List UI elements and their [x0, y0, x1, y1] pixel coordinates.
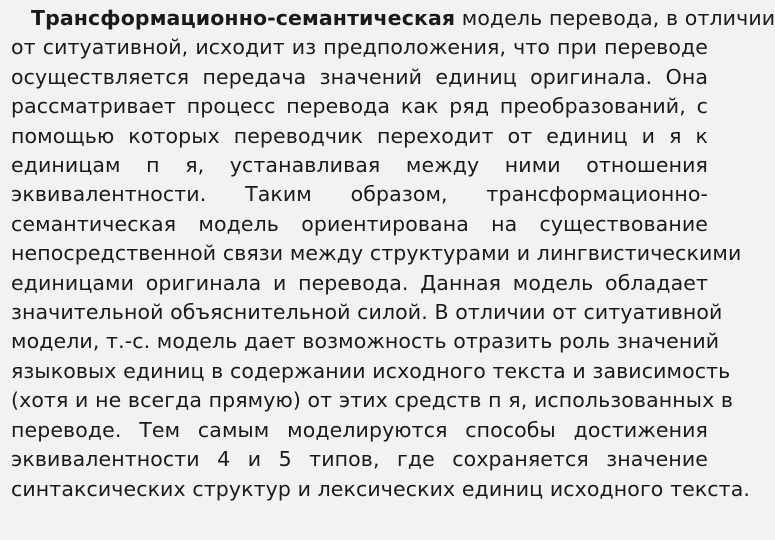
body-paragraph [11, 4, 775, 504]
text-line-8: семантическая модель ориентирована на существование [11, 211, 708, 236]
bold-term: Трансформационно-семантическая [31, 6, 456, 30]
text-line-11: значительной объяснительной силой. В отличии от ситуативной [11, 300, 723, 325]
text-line-3: осуществляется передача значений единиц оригинала. Она [11, 64, 708, 89]
text-line-10: единицами оригинала и перевода. Данная модель обладает [11, 270, 708, 295]
text-line-7: эквивалентности. Таким образом, трансформационно- [11, 182, 708, 207]
text-line-17: синтаксических структур и лексических единиц исходного текста. [11, 476, 750, 501]
text-line-2: от ситуативной, исходит из предположения, что при переводе [11, 35, 708, 60]
text-line-1-rest: модель перевода, в отличии [455, 6, 775, 30]
text-line-13: языковых единиц в содержании исходного текста и зависимость [11, 358, 731, 383]
text-line-12: модели, т.-с. модель дает возможность отразить роль значений [11, 329, 720, 354]
text-line-4: рассматривает процесс перевода как ряд преобразований, с [11, 94, 708, 119]
text-line-16: эквивалентности 4 и 5 типов, где сохраняется значение [11, 447, 708, 472]
text-line-9: непосредственной связи между структурами и лингвистическими [11, 241, 742, 266]
text-line-1 [11, 4, 775, 33]
text-line-15: переводе. Тем самым моделируются способы достижения [11, 417, 708, 442]
text-line-6: единицам п я, устанавливая между ними отношения [11, 153, 708, 178]
text-line-14: (хотя и не всегда прямую) от этих средств п я, использованных в [11, 388, 734, 413]
text-line-5: помощью которых переводчик переходит от единиц и я к [11, 123, 708, 148]
